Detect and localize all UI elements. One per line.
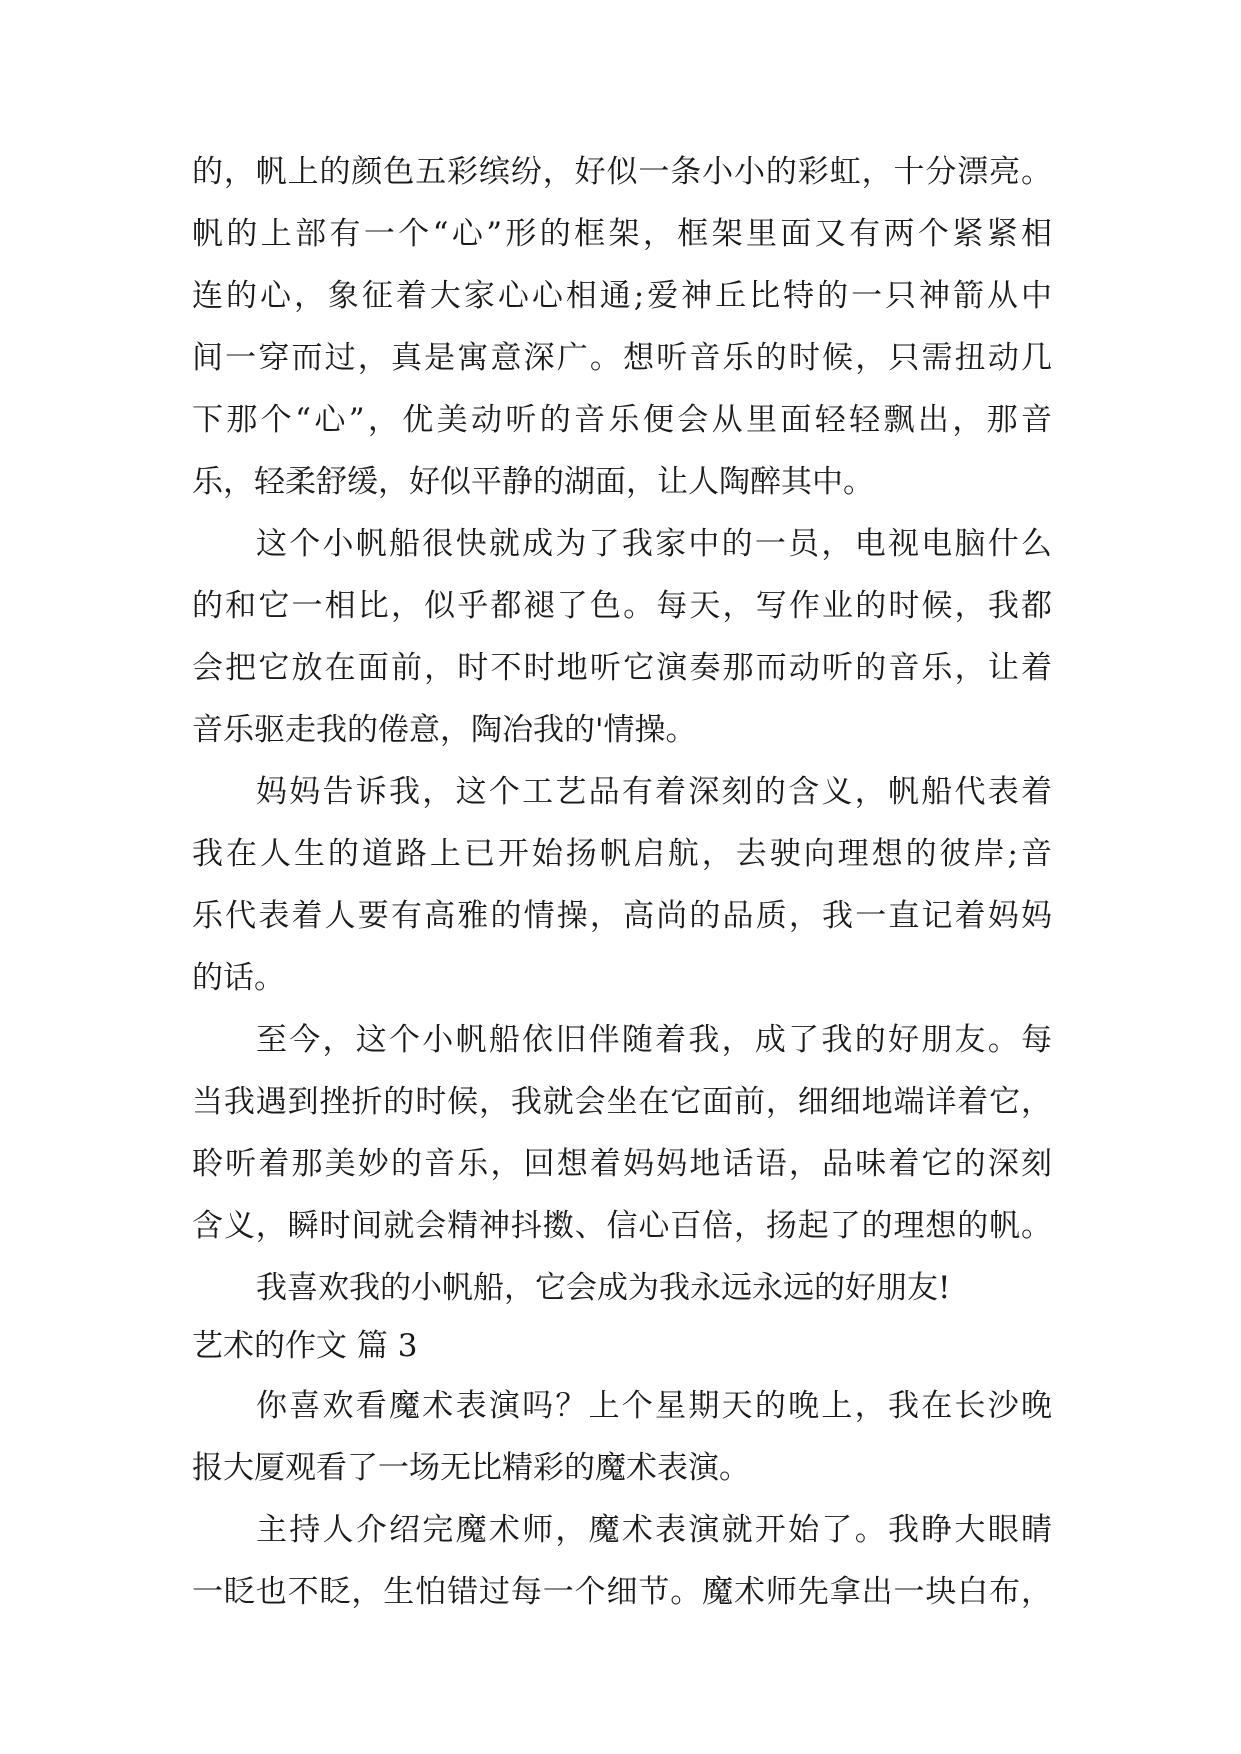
section-heading: 艺术的作文 篇 3 — [192, 1328, 418, 1364]
text-line: 帆的上部有一个“心”形的框架，框架里面又有两个紧紧相 — [192, 216, 1052, 252]
text-line: 的，帆上的颜色五彩缤纷，好似一条小小的彩虹，十分漂亮。 — [192, 154, 1052, 190]
text-line: 聆听着那美妙的音乐，回想着妈妈地话语，品味着它的深刻 — [192, 1146, 1052, 1182]
text-line: 间一穿而过，真是寓意深广。想听音乐的时候，只需扭动几 — [192, 340, 1052, 376]
text-line: 我在人生的道路上已开始扬帆启航，去驶向理想的彼岸;音 — [192, 836, 1052, 872]
text-line: 下那个“心”，优美动听的音乐便会从里面轻轻飘出，那音 — [192, 402, 1052, 438]
paragraph-first-line: 主持人介绍完魔术师，魔术表演就开始了。我睁大眼睛 — [256, 1512, 1052, 1548]
text-line: 会把它放在面前，时不时地听它演奏那而动听的音乐，让着 — [192, 650, 1052, 686]
text-line: 乐，轻柔舒缓，好似平静的湖面，让人陶醉其中。 — [192, 464, 874, 500]
text-line: 的和它一相比，似乎都褪了色。每天，写作业的时候，我都 — [192, 588, 1052, 624]
text-line: 连的心，象征着大家心心相通;爱神丘比特的一只神箭从中 — [192, 278, 1052, 314]
paragraph-first-line: 这个小帆船很快就成为了我家中的一员，电视电脑什么 — [256, 526, 1052, 562]
paragraph-first-line: 妈妈告诉我，这个工艺品有着深刻的含义，帆船代表着 — [256, 774, 1052, 810]
text-line: 乐代表着人要有高雅的情操，高尚的品质，我一直记着妈妈 — [192, 898, 1052, 934]
paragraph-first-line: 我喜欢我的小帆船，它会成为我永远永远的好朋友! — [256, 1270, 951, 1306]
text-line: 的话。 — [192, 960, 285, 996]
text-line: 当我遇到挫折的时候，我就会坐在它面前，细细地端详着它， — [192, 1084, 1052, 1120]
text-line: 报大厦观看了一场无比精彩的魔术表演。 — [192, 1450, 750, 1486]
paragraph-first-line: 你喜欢看魔术表演吗？上个星期天的晚上，我在长沙晚 — [256, 1388, 1052, 1424]
text-line: 一眨也不眨，生怕错过每一个细节。魔术师先拿出一块白布， — [192, 1574, 1052, 1610]
paragraph-first-line: 至今，这个小帆船依旧伴随着我，成了我的好朋友。每 — [256, 1022, 1052, 1058]
text-line: 含义，瞬时间就会精神抖擞、信心百倍，扬起了的理想的帆。 — [192, 1208, 1052, 1244]
text-line: 音乐驱走我的倦意，陶冶我的'情操。 — [192, 712, 697, 748]
